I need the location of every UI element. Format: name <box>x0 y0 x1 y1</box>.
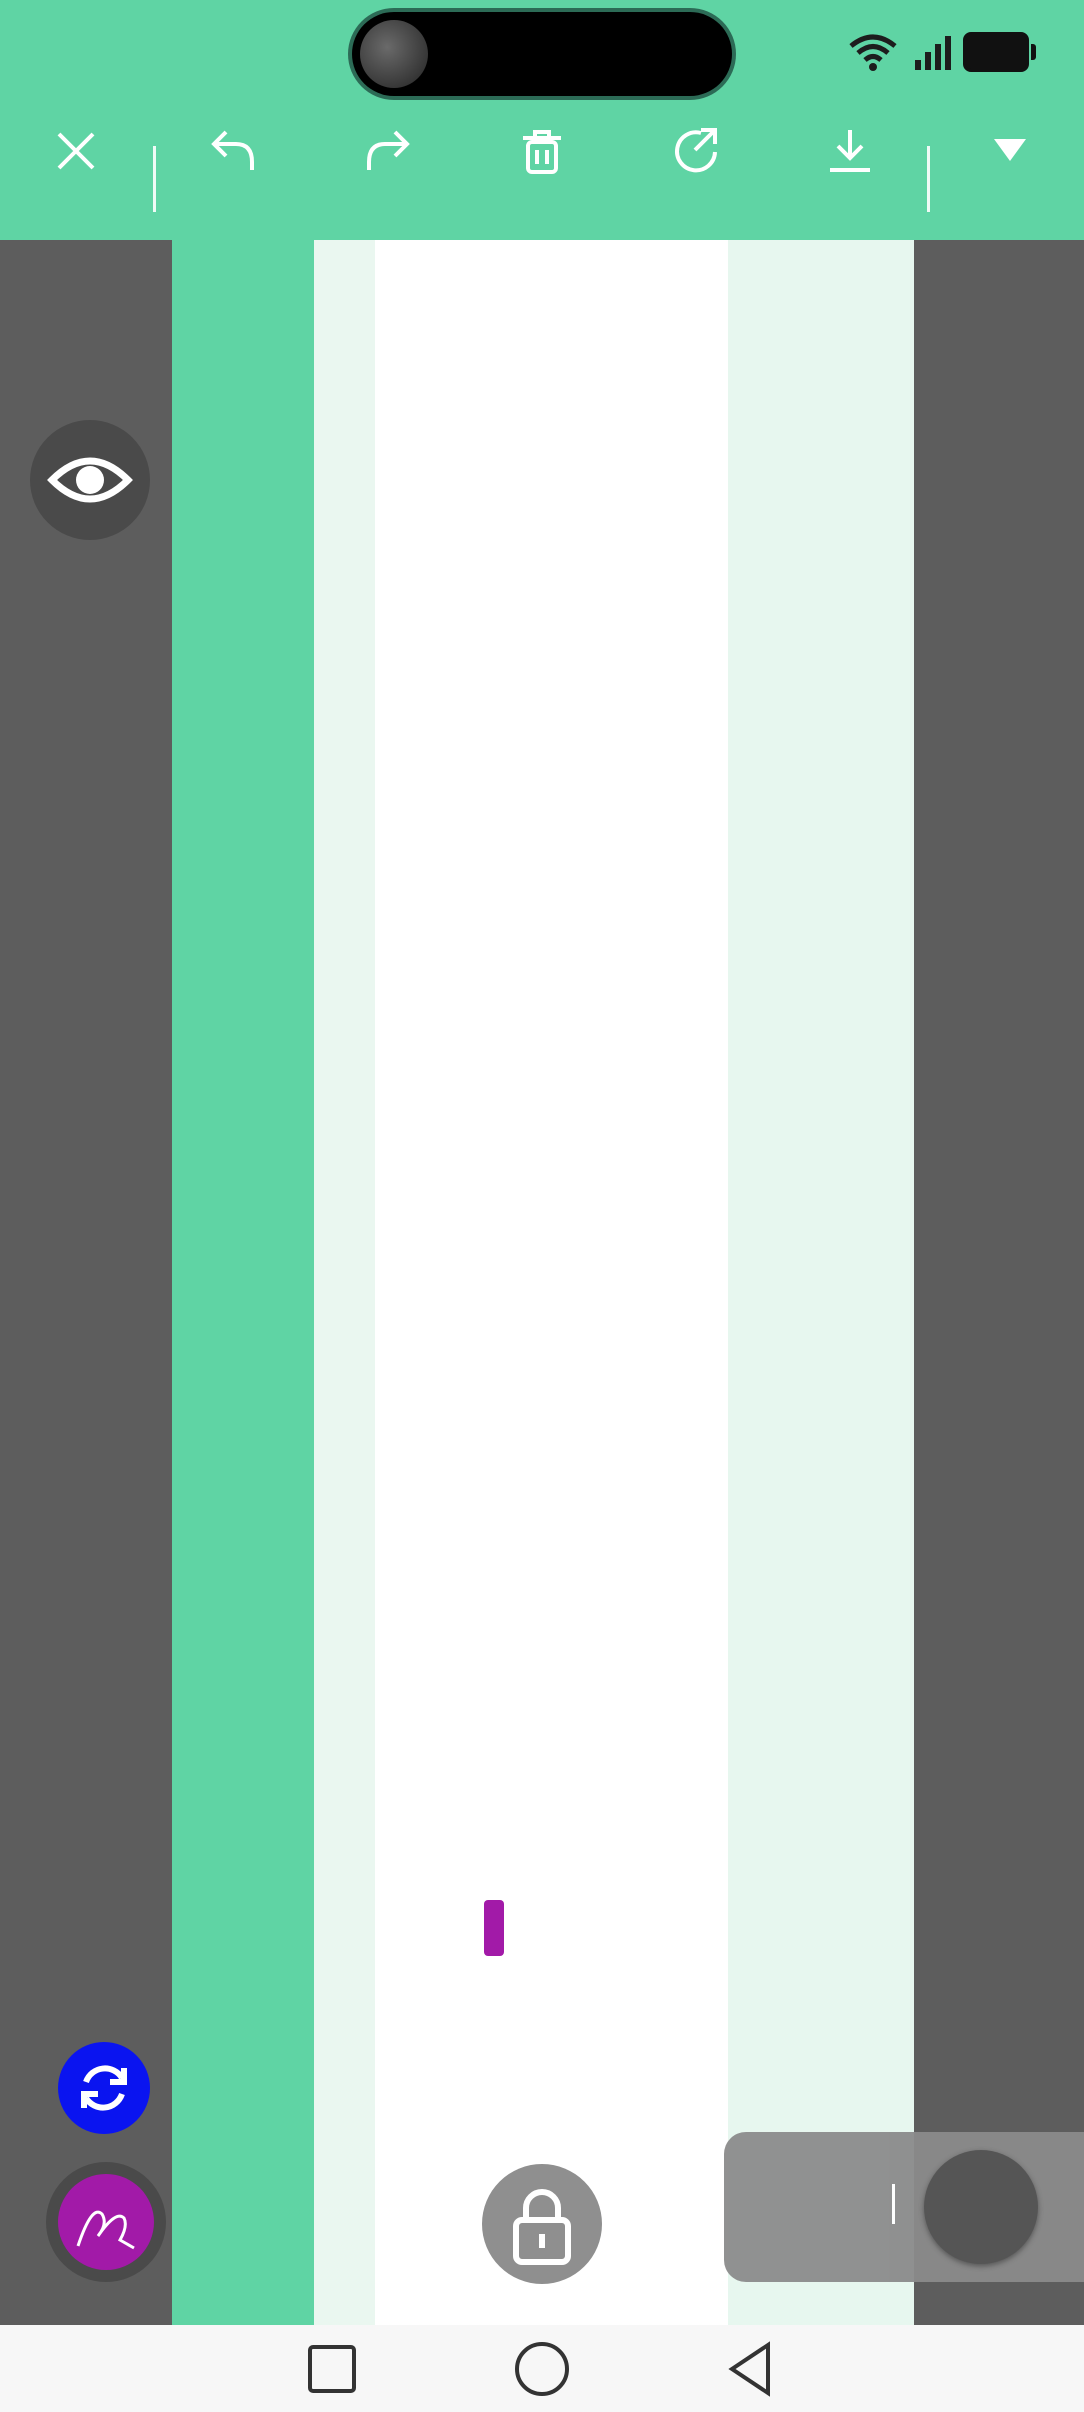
close-button[interactable] <box>16 120 136 238</box>
connection-lines <box>172 240 914 2325</box>
status-bar <box>0 0 1084 110</box>
trend-chart-grid[interactable] <box>172 240 914 2325</box>
visibility-button[interactable] <box>30 420 150 540</box>
pen-icon <box>58 2174 154 2270</box>
trash-icon <box>482 120 602 182</box>
download-icon <box>790 120 910 182</box>
redo-button[interactable] <box>328 120 448 238</box>
undo-button[interactable] <box>173 120 293 238</box>
music-cover-icon <box>360 20 428 88</box>
toolbar-divider <box>927 146 930 212</box>
sync-icon <box>58 2042 150 2134</box>
eye-icon <box>30 420 150 540</box>
lock-icon <box>482 2164 602 2284</box>
system-icons <box>847 30 1036 74</box>
navigation-bar <box>0 2325 1084 2412</box>
text-tool-button[interactable] <box>924 2150 1038 2264</box>
redo-icon <box>328 120 448 182</box>
save-button[interactable] <box>790 120 910 238</box>
triangle-down-icon <box>946 120 1074 182</box>
home-button[interactable] <box>512 2339 572 2399</box>
pen-button[interactable] <box>46 2162 166 2282</box>
share-icon <box>636 120 756 182</box>
toolbar <box>0 110 1084 240</box>
close-icon <box>16 120 136 182</box>
lock-button[interactable] <box>482 2164 602 2284</box>
undo-icon <box>173 120 293 182</box>
recents-button[interactable] <box>302 2339 362 2399</box>
settings-panel <box>724 2132 1084 2282</box>
share-button[interactable] <box>636 120 756 238</box>
pen-inner <box>58 2174 154 2270</box>
settings-divider <box>892 2184 895 2224</box>
toolbar-divider <box>153 146 156 212</box>
back-triangle-icon <box>720 2339 780 2399</box>
battery-cap <box>1031 44 1036 60</box>
annotation-tag[interactable] <box>484 1900 504 1956</box>
square-icon <box>302 2339 362 2399</box>
circle-icon <box>512 2339 572 2399</box>
battery-icon <box>963 32 1029 72</box>
clear-button[interactable] <box>482 120 602 238</box>
back-button[interactable] <box>720 2339 780 2399</box>
sync-button[interactable] <box>58 2042 150 2134</box>
dynamic-island[interactable] <box>352 12 732 96</box>
lottery-select-button[interactable] <box>946 120 1074 238</box>
wifi-icon <box>847 32 899 72</box>
signal-icon <box>913 32 953 72</box>
